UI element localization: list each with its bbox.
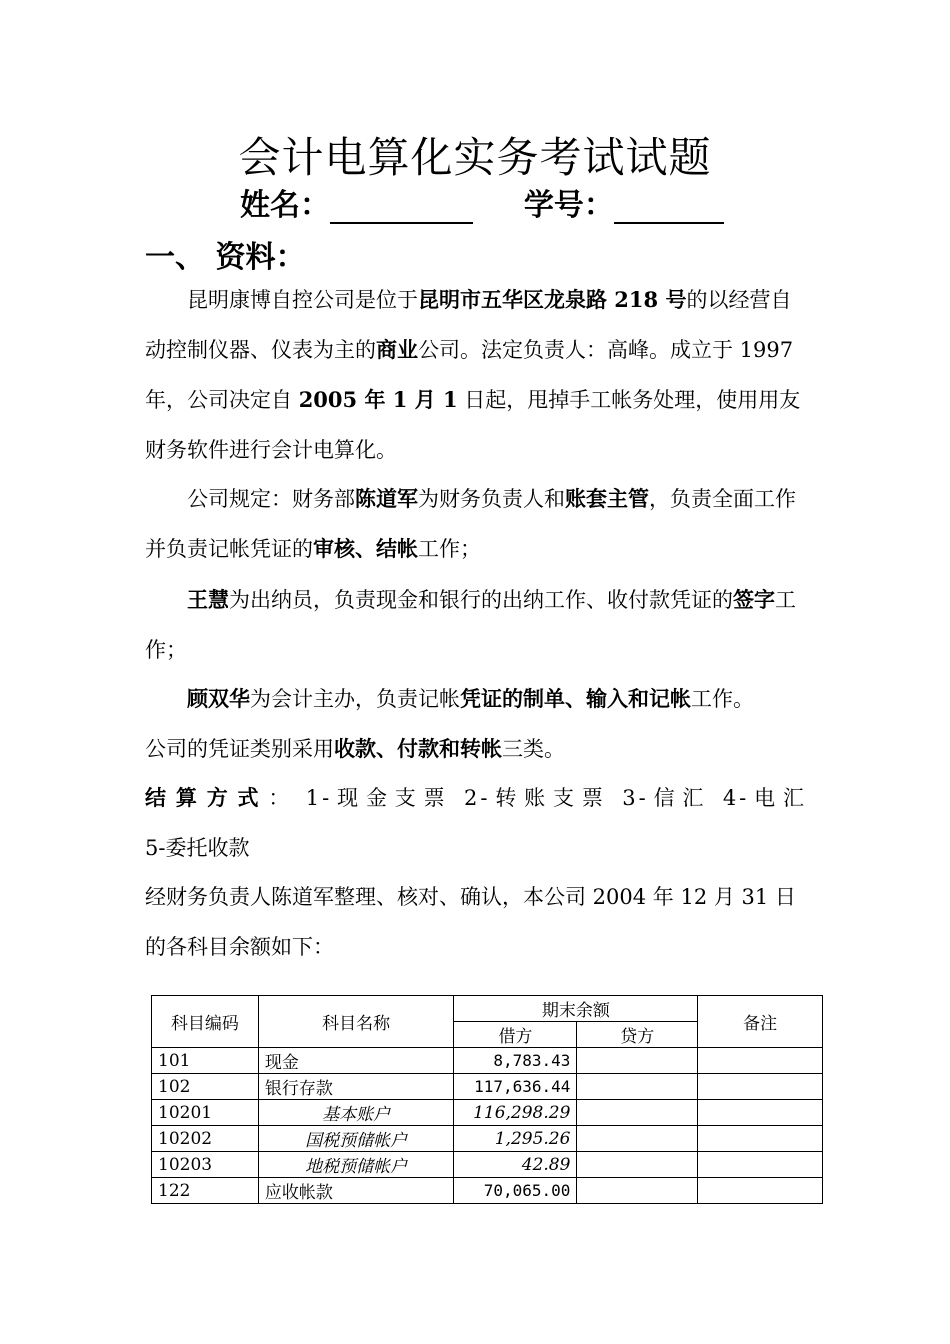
table-row	[152, 1048, 823, 1074]
row-name: 地税预储帐户	[258, 1152, 454, 1178]
settlement-item: 3-信汇	[622, 786, 712, 810]
voucher-text: 三类。	[502, 737, 565, 761]
header-code: 科目编码	[152, 996, 259, 1048]
voucher-types-paragraph	[145, 724, 807, 774]
settlement-item: 4-电汇	[722, 786, 807, 810]
header-balance: 期末余额	[454, 996, 698, 1022]
cashier-paragraph	[145, 575, 807, 675]
student-id-blank[interactable]	[614, 192, 724, 224]
row-note	[698, 1126, 823, 1152]
row-debit: 117,636.44	[454, 1074, 577, 1100]
voucher-text: 公司的凭证类别采用	[145, 737, 334, 761]
row-note	[698, 1152, 823, 1178]
row-debit: 116,298.29	[454, 1100, 577, 1126]
settlement-item: 2-转账支票	[464, 786, 611, 810]
header-name: 科目名称	[258, 996, 454, 1048]
rules-text: 工作；	[418, 537, 481, 561]
intro-text: 公司。法定负责人：高峰。成立于 1997 年，公司决定自	[145, 338, 794, 412]
row-name: 应收帐款	[258, 1178, 454, 1204]
row-note	[698, 1178, 823, 1204]
accountant-duty: 凭证的制单、输入和记帐	[460, 686, 691, 711]
intro-text: 日起，甩掉手工帐务处理，使用用友财务软件进行会计电算化。	[145, 388, 801, 462]
table-row	[152, 1152, 823, 1178]
row-code: 10201	[152, 1100, 259, 1126]
balance-intro-paragraph: 经财务负责人陈道军整理、核对、确认，本公司 2004 年 12 月 31 日的各科目余额如下：	[145, 885, 796, 959]
row-credit	[577, 1074, 698, 1100]
rules-duty: 审核、结帐	[313, 536, 418, 561]
row-credit	[577, 1126, 698, 1152]
accountant-name: 顾双华	[187, 686, 250, 711]
row-code: 102	[152, 1074, 259, 1100]
company-intro-paragraph	[145, 275, 807, 475]
table-row	[152, 1126, 823, 1152]
section-heading: 一、 资料：	[145, 240, 306, 275]
intro-business-type: 商业	[376, 337, 418, 362]
row-credit	[577, 1048, 698, 1074]
rules-text: 公司规定：财务部	[187, 487, 355, 511]
intro-address: 昆明市五华区龙泉路 218 号	[418, 287, 687, 312]
header-credit: 贷方	[577, 1022, 698, 1048]
row-debit: 8,783.43	[454, 1048, 577, 1074]
row-credit	[577, 1152, 698, 1178]
settlement-methods-line	[145, 773, 807, 823]
cashier-duty: 签字	[733, 587, 775, 612]
row-code: 101	[152, 1048, 259, 1074]
table-row	[152, 1074, 823, 1100]
header-debit: 借方	[454, 1022, 577, 1048]
row-note	[698, 1100, 823, 1126]
row-code: 10202	[152, 1126, 259, 1152]
voucher-types: 收款、付款和转帐	[334, 736, 502, 761]
row-debit: 1,295.26	[454, 1126, 577, 1152]
rules-text: 为财务负责人和	[418, 487, 565, 511]
balance-table	[151, 995, 823, 1204]
cashier-name: 王慧	[187, 587, 229, 612]
settlement-colon: ：	[268, 786, 295, 810]
row-debit: 70,065.00	[454, 1178, 577, 1204]
intro-text: 昆明康博自控公司是位于	[187, 288, 418, 312]
rules-person: 陈道军	[355, 486, 418, 511]
name-blank[interactable]	[330, 192, 473, 224]
rules-role: 账套主管	[565, 486, 649, 511]
row-code: 122	[152, 1178, 259, 1204]
row-name: 银行存款	[258, 1074, 454, 1100]
row-debit: 42.89	[454, 1152, 577, 1178]
settlement-item: 1-现金支票	[305, 786, 453, 810]
intro-text: 的以经营自动控制仪器、仪表为主的	[145, 288, 792, 362]
rules-text: ，负责全面工作并负责记帐凭证的	[145, 487, 796, 561]
company-rules-paragraph	[145, 474, 807, 574]
row-credit	[577, 1100, 698, 1126]
row-note	[698, 1048, 823, 1074]
name-label: 姓名：	[240, 188, 330, 223]
settlement-label: 结算方式	[145, 785, 269, 810]
table-row	[152, 1100, 823, 1126]
settlement-method-last: 5-委托收款	[145, 836, 250, 860]
accountant-paragraph	[145, 674, 807, 724]
student-info-line	[240, 180, 724, 224]
student-id-label: 学号：	[523, 188, 614, 223]
row-note	[698, 1074, 823, 1100]
row-code: 10203	[152, 1152, 259, 1178]
cashier-text: 工作；	[145, 588, 796, 662]
header-note: 备注	[698, 996, 823, 1048]
accountant-text: 工作。	[691, 687, 754, 711]
row-name: 国税预储帐户	[258, 1126, 454, 1152]
row-credit	[577, 1178, 698, 1204]
intro-start-date: 2005 年 1 月 1	[298, 387, 458, 412]
page-title: 会计电算化实务考试试题	[238, 133, 712, 182]
row-name: 基本账户	[258, 1100, 454, 1126]
table-row	[152, 1178, 823, 1204]
cashier-text: 为出纳员，负责现金和银行的出纳工作、收付款凭证的	[229, 588, 733, 612]
row-name: 现金	[258, 1048, 454, 1074]
accountant-text: 为会计主办，负责记帐	[250, 687, 460, 711]
